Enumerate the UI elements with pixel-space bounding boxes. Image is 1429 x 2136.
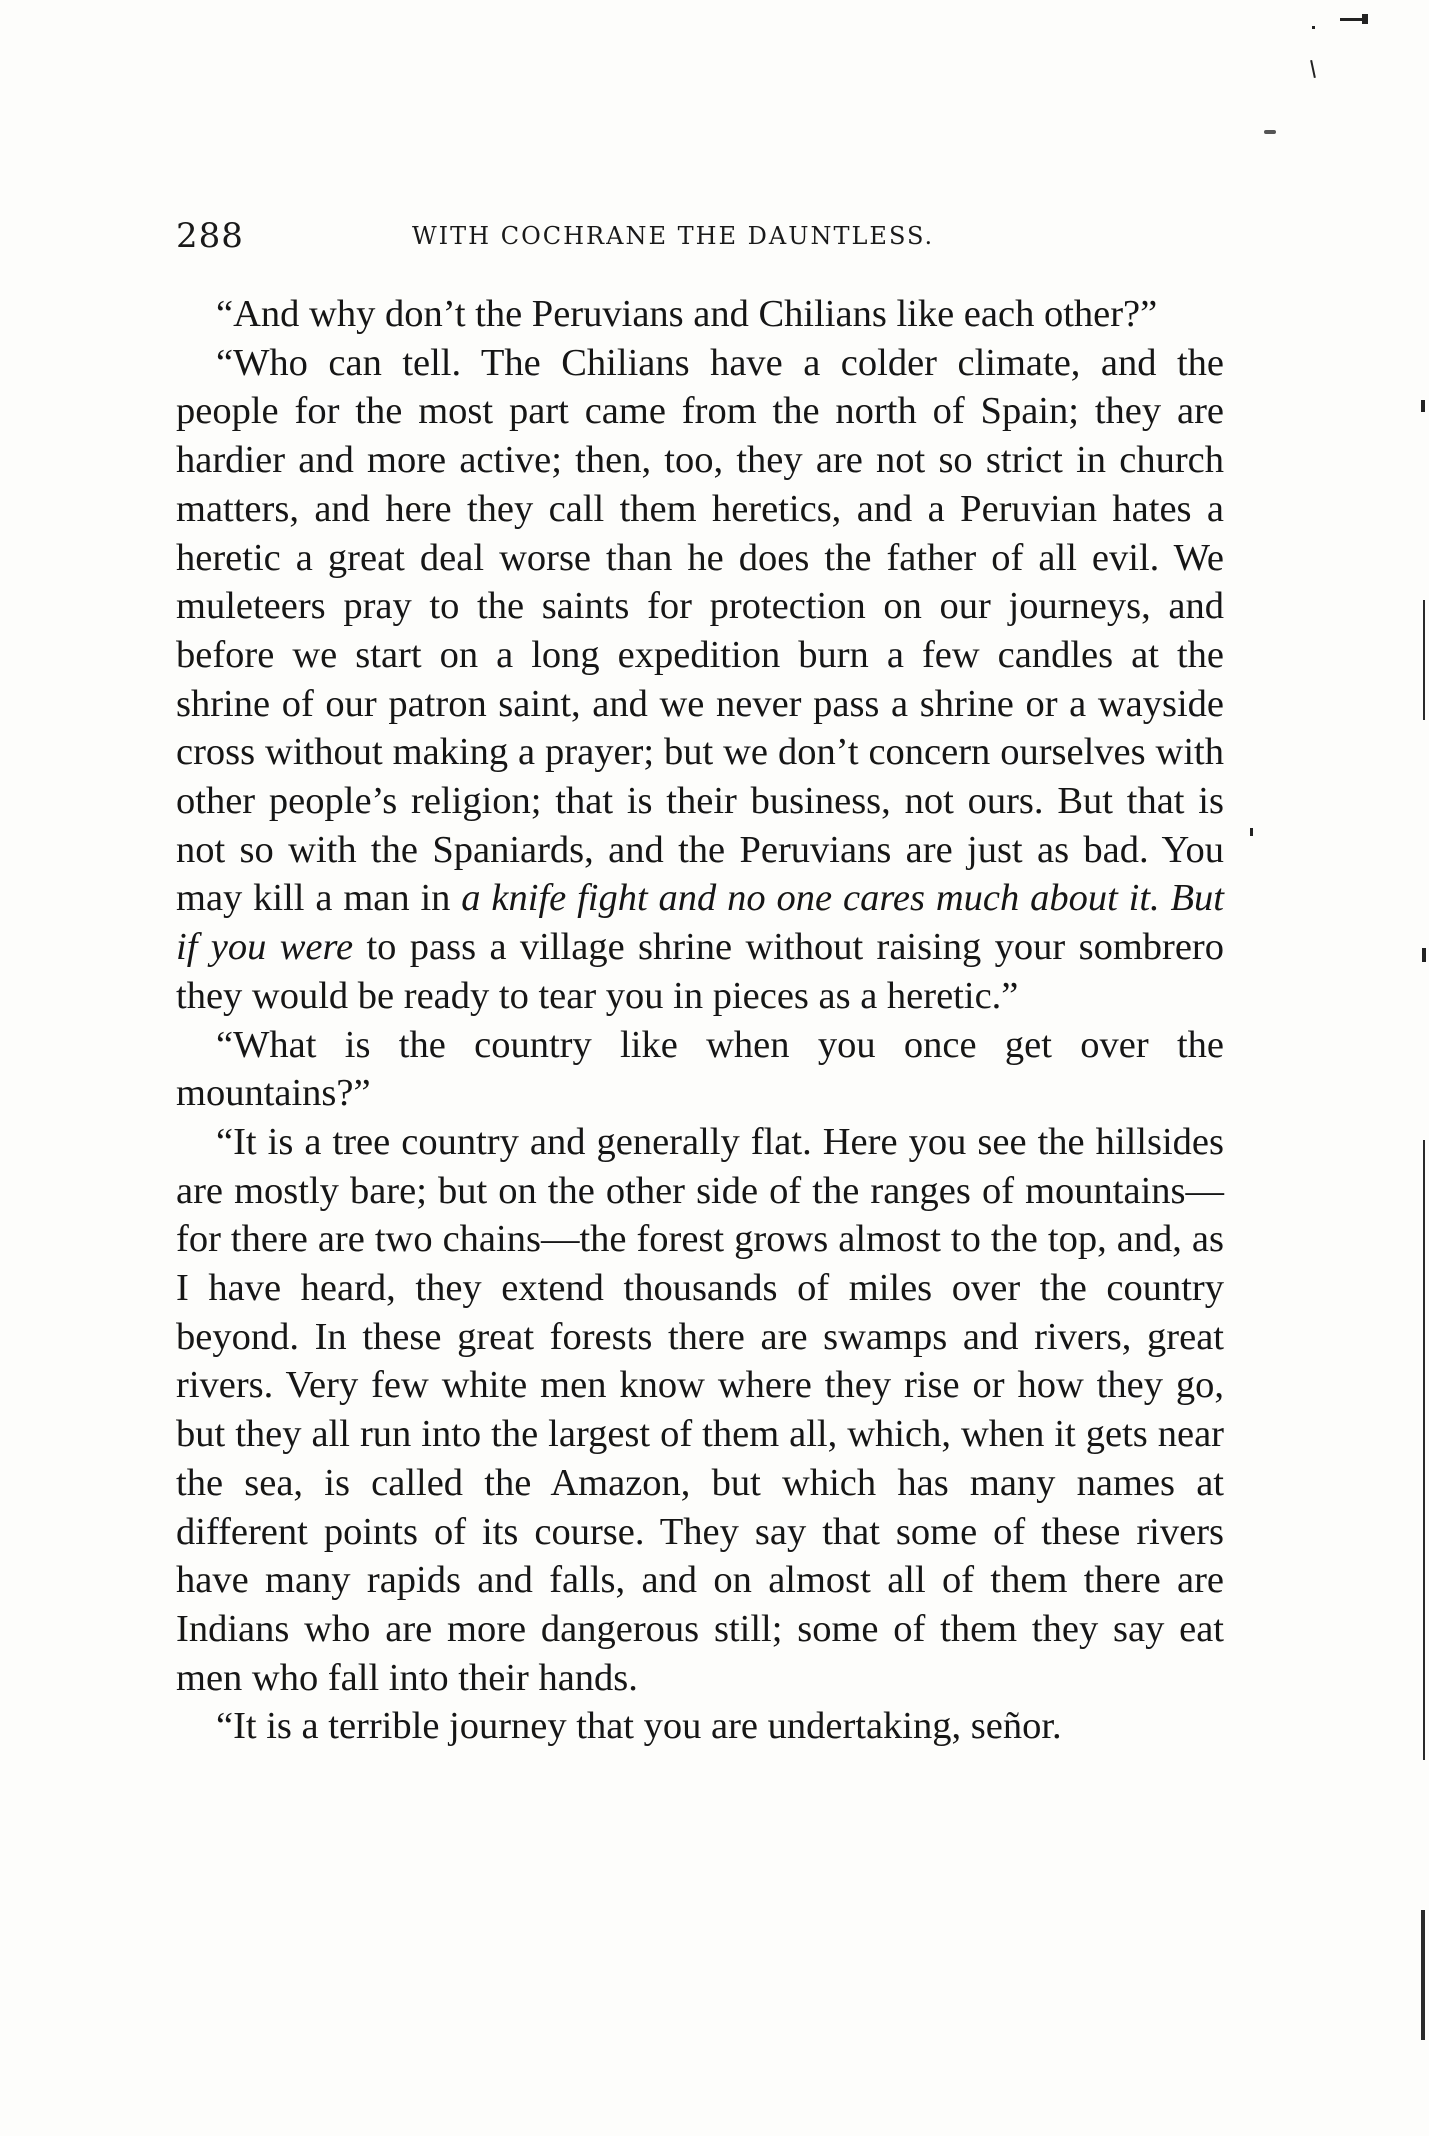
scan-speck bbox=[1422, 948, 1426, 962]
scan-speck bbox=[1362, 14, 1368, 24]
page-edge-line bbox=[1421, 1910, 1425, 2040]
book-title: WITH COCHRANE THE DAUNTLESS. bbox=[412, 222, 935, 250]
paragraph: “It is a tree country and generally flat. Here you see the hillsides are mostly bare; but on the other side of the ranges of mountains—for there are two chains—the forest grows almost to the top, and, as I have heard, they extend thousands of miles over the country beyond. In these great forests there are swamps and rivers, great rivers. Very few white men know where they rise or how they go, but they all run into the largest of them all, which, when it gets near the sea, is called the Amazon, but which has many names at different points of its course. They say that some of these rivers have many rapids and falls, and on almost all of them there are Indians who are more dangerous still; some of them they say eat men who fall into their hands. bbox=[176, 1120, 1224, 1699]
italic-text: a knife fight and no one cares much about it. But if you were bbox=[176, 877, 1225, 969]
paragraph: “What is the country like when you once get over the mountains?” bbox=[176, 1023, 1224, 1115]
paragraph: “It is a terrible journey that you are undertaking, señor. bbox=[216, 1705, 1062, 1748]
running-head bbox=[176, 216, 1224, 264]
body-text bbox=[176, 290, 1224, 1751]
paragraph bbox=[176, 339, 1224, 1021]
paragraph-text: “Who can tell. The Chilians have a colder climate, and the people for the most part came from the north of Spain; they are hardier and more active; then, too, they are not so strict in church matters, and here they call them heretics, and a Peruvian hates a heretic a great deal worse than he does the father of all evil. We muleteers pray to the saints for protection on our journeys, and before we start on a long expedition burn a few candles at the shrine of our patron saint, and we never pass a shrine or a wayside cross without making a prayer; but we don’t concern ourselves with other people’s religion; that is their business, not ours. But that is not so with the Spaniards, and the Peruvians are just as bad. You may kill a man in bbox=[176, 341, 1224, 920]
scan-speck bbox=[1264, 130, 1276, 134]
page-edge-line bbox=[1423, 1140, 1425, 1760]
scan-speck bbox=[1310, 60, 1316, 78]
paragraph: “And why don’t the Peruvians and Chilians like each other?” bbox=[216, 293, 1158, 335]
scan-speck bbox=[1421, 400, 1425, 412]
paragraph-text: to pass a village shrine without raising your sombrero they would be ready to tear you in pieces as a heretic.” bbox=[176, 926, 1224, 1017]
page-edge-line bbox=[1423, 600, 1425, 720]
page-number: 288 bbox=[176, 216, 244, 256]
scan-speck bbox=[1250, 828, 1253, 836]
scan-speck bbox=[1312, 26, 1315, 29]
